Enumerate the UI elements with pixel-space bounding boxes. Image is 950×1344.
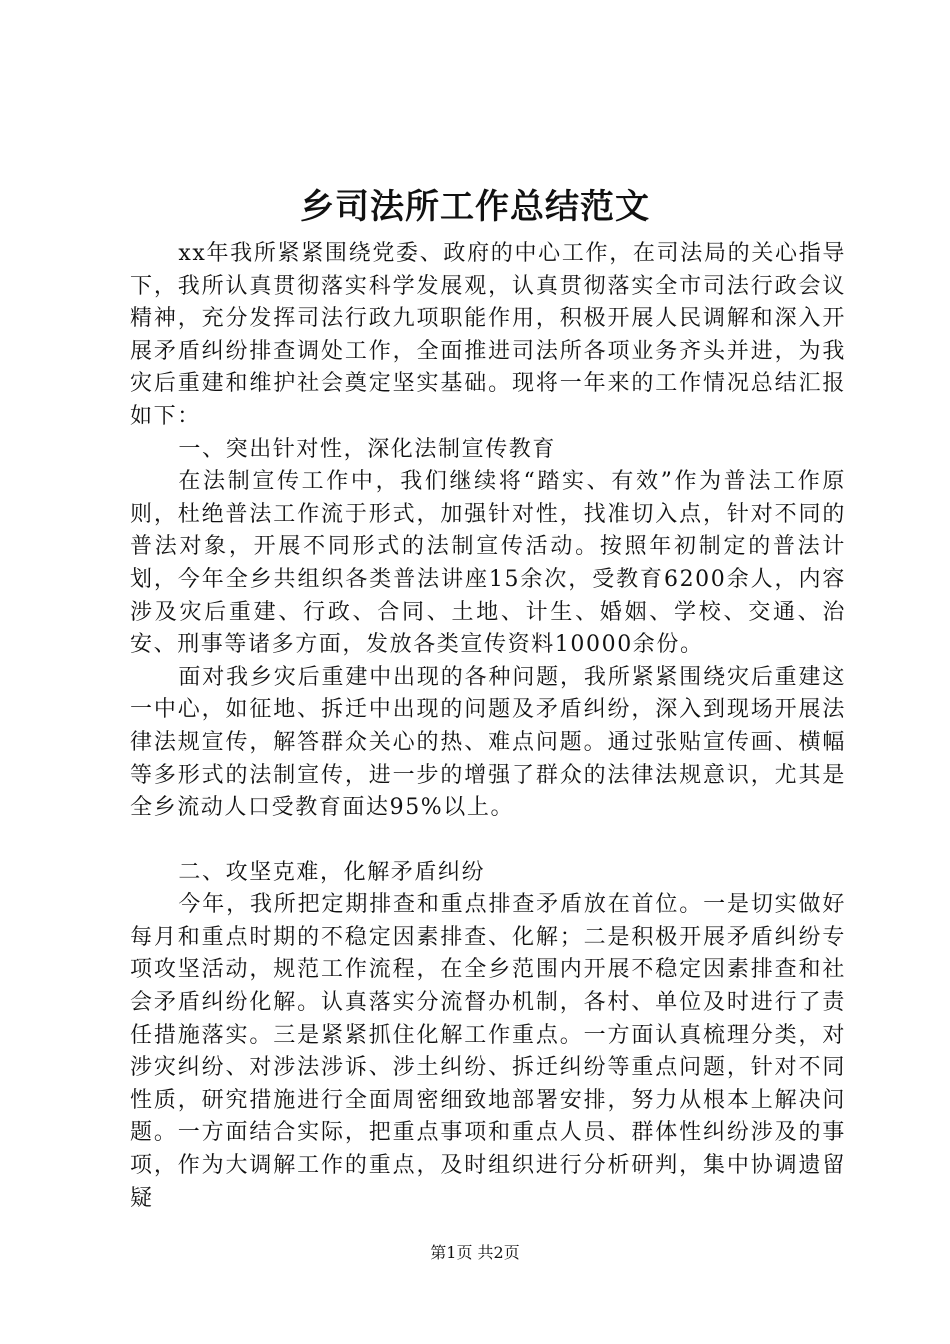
document-body [130, 238, 846, 1215]
section-1-paragraph-1: 在法制宣传工作中，我们继续将“踏实、有效”作为普法工作原则，杜绝普法工作流于形式，加强针对性，找准切入点，针对不同的普法对象，开展不同形式的法制宣传活动。按照年初制定的普法计划，今年全乡共组织各类普法讲座15余次，受教育6200余人，内容涉及灾后重建、行政、合同、土地、计生、婚姻、学校、交通、治安、刑事等诸多方面，发放各类宣传资料10000余份。 [130, 469, 846, 658]
intro-paragraph: xx年我所紧紧围绕党委、政府的中心工作，在司法局的关心指导下，我所认真贯彻落实科学发展观，认真贯彻落实全市司法行政会议精神，充分发挥司法行政九项职能作用，积极开展人民调解和深入开展矛盾纠纷排查调处工作，全面推进司法所各项业务齐头并进，为我灾后重建和维护社会奠定坚实基础。现将一年来的工作情况总结汇报如下： [130, 241, 846, 429]
section-1-paragraph-2: 面对我乡灾后重建中出现的各种问题，我所紧紧围绕灾后重建这一中心，如征地、拆迁中出现的问题及矛盾纠纷，深入到现场开展法律法规宣传，解答群众关心的热、难点问题。通过张贴宣传画、横幅等多形式的法制宣传，进一步的增强了群众的法律法规意识，尤其是全乡流动人口受教育面达95%以上。 [130, 664, 846, 821]
section-heading-2: 二、攻坚克难，化解矛盾纠纷 [178, 859, 486, 885]
section-2-paragraph-1: 今年，我所把定期排查和重点排查矛盾放在首位。一是切实做好每月和重点时期的不稳定因素排查、化解；二是积极开展矛盾纠纷专项攻坚活动，规范工作流程，在全乡范围内开展不稳定因素排查和社会矛盾纠纷化解。认真落实分流督办机制，各村、单位及时进行了责任措施落实。三是紧紧抓住化解工作重点。一方面认真梳理分类，对涉灾纠纷、对涉法涉诉、涉土纠纷、拆迁纠纷等重点问题，针对不同性质，研究措施进行全面周密细致地部署安排，努力从根本上解决问题。一方面结合实际，把重点事项和重点人员、群体性纠纷涉及的事项，作为大调解工作的重点，及时组织进行分析研判，集中协调遗留疑 [130, 892, 846, 1211]
document-title: 乡司法所工作总结范文 [300, 187, 650, 227]
paragraph-spacer [130, 825, 846, 857]
page-number-footer: 第1页 共2页 [430, 1243, 520, 1262]
section-heading-1: 一、突出针对性，深化法制宣传教育 [178, 436, 556, 462]
